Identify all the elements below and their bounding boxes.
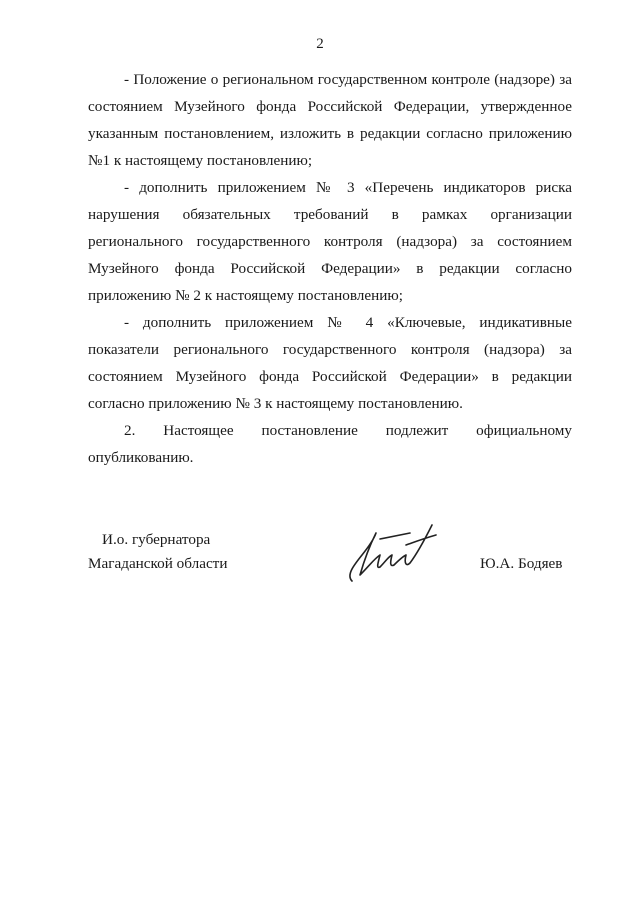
paragraph-appendix-3: - дополнить приложением № 3 «Перечень индикаторов риска нарушения обязательных требований в рамках организации регионального государственного контроля (надзора) за состоянием Музейного фонда Российской Федерации» в редакции согласно приложению № 2 к настоящему постановлению; <box>88 179 572 304</box>
signatory-position <box>88 528 227 576</box>
paragraph-appendix-4: - дополнить приложением № 4 «Ключевые, индикативные показатели регионального государственного контроля (надзора) за состоянием Музейного фонда Российской Федерации» в редакции согласно приложению № 3 к настоящему постановлению. <box>88 314 572 412</box>
signatory-title: И.о. губернатора <box>102 531 211 548</box>
signatory-region: Магаданской области <box>88 555 228 572</box>
handwritten-signature <box>340 515 450 590</box>
paragraph-regulation-amendment: - Положение о региональном государственном контроле (надзоре) за состоянием Музейного фонда Российской Федерации, утвержденное указанным постановлением, изложить в редакции согласно приложению №1 к настоящему постановлению; <box>88 71 572 169</box>
signatory-name: Ю.А. Бодяев <box>480 555 563 572</box>
document-body <box>88 66 572 471</box>
page-number: 2 <box>316 36 324 52</box>
paragraph-publication: 2. Настоящее постановление подлежит официальному опубликованию. <box>88 422 572 466</box>
